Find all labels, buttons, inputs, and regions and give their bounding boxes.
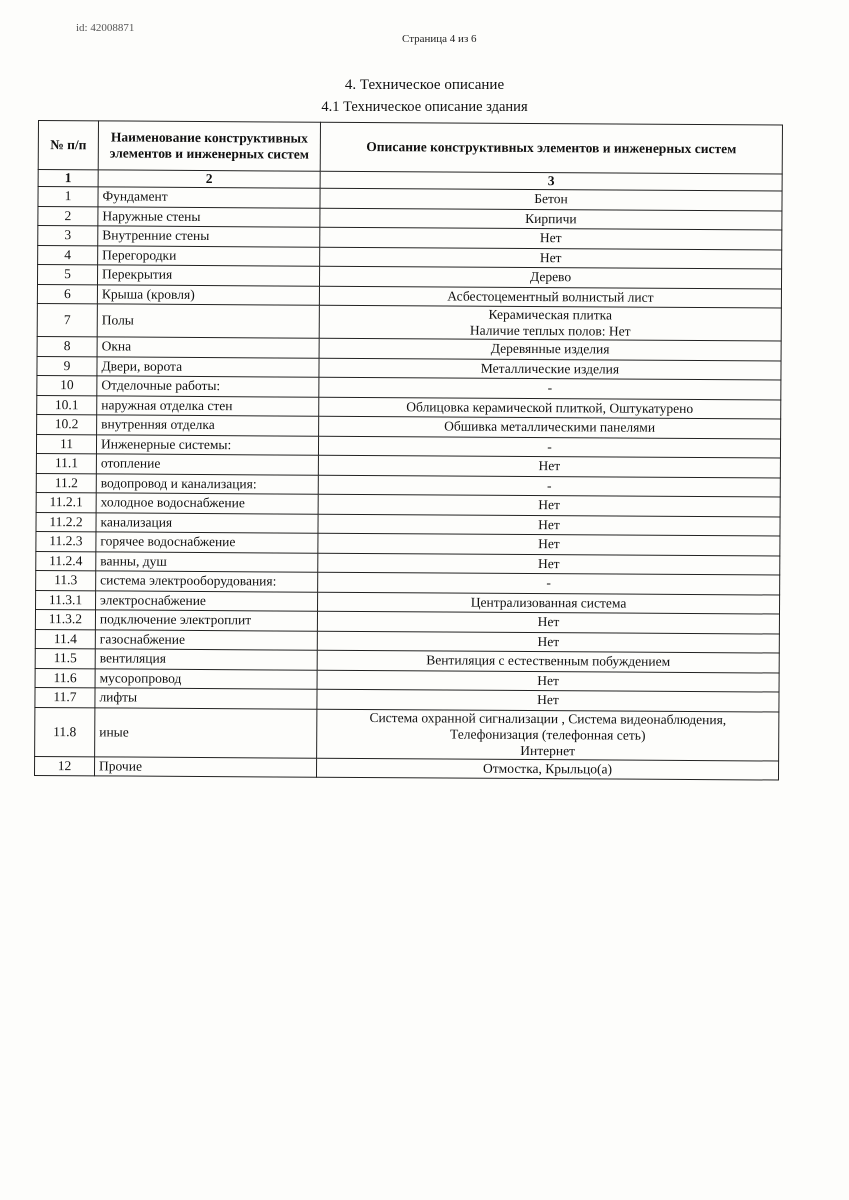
element-name: вентиляция xyxy=(95,649,317,670)
element-description: Обшивка металлическими панелями xyxy=(319,416,781,438)
row-number: 8 xyxy=(37,336,97,356)
element-name: наружная отделка стен xyxy=(97,395,319,416)
row-number: 11.2.4 xyxy=(36,551,96,571)
element-description: - xyxy=(318,572,780,594)
element-description: Система охранной сигнализации , Система видеонаблюдения, Телефонизация (телефонная сеть) Интернет xyxy=(317,709,779,761)
element-name: электроснабжение xyxy=(96,590,318,611)
column-header-description: Описание конструктивных элементов и инженерных систем xyxy=(320,122,782,174)
element-description: Нет xyxy=(318,494,780,516)
row-number: 11.5 xyxy=(35,648,95,668)
element-name: мусоропровод xyxy=(95,668,317,689)
row-number: 10.2 xyxy=(37,414,97,434)
row-number: 2 xyxy=(38,206,98,226)
table-row xyxy=(35,707,779,761)
row-number: 10 xyxy=(37,375,97,395)
element-description: Нет xyxy=(317,631,779,653)
element-name: горячее водоснабжение xyxy=(96,532,318,553)
element-name: подключение электроплит xyxy=(95,610,317,631)
element-name: Отделочные работы: xyxy=(97,376,319,397)
element-name: холодное водоснабжение xyxy=(96,493,318,514)
column-number: 1 xyxy=(38,170,98,187)
element-description: - xyxy=(318,436,780,458)
section-title: 4. Техническое описание xyxy=(344,77,505,93)
element-name: ванны, душ xyxy=(96,551,318,572)
element-name: иные xyxy=(95,707,317,757)
row-number: 7 xyxy=(37,303,97,336)
element-description: Нет xyxy=(320,247,782,269)
element-name: Окна xyxy=(97,337,319,358)
element-name: система электрооборудования: xyxy=(96,571,318,592)
row-number: 11.6 xyxy=(35,668,95,688)
element-name: внутренняя отделка xyxy=(97,415,319,436)
element-name: Двери, ворота xyxy=(97,356,319,377)
element-description: Централизованная система xyxy=(318,592,780,614)
row-number: 11.7 xyxy=(35,687,95,707)
element-description: Нет xyxy=(317,611,779,633)
column-number: 2 xyxy=(98,170,320,188)
element-name: Прочие xyxy=(94,756,316,777)
element-description: - xyxy=(318,475,780,497)
table-header-row xyxy=(38,121,782,175)
subsection-title: 4.1 Техническое описание здания xyxy=(321,99,528,115)
element-description: Деревянные изделия xyxy=(319,338,781,360)
document-id: id: 42008871 xyxy=(76,22,135,34)
element-description: Кирпичи xyxy=(320,208,782,230)
row-number: 11.2.1 xyxy=(36,492,96,512)
element-description: Нет xyxy=(317,670,779,692)
element-name: лифты xyxy=(95,688,317,709)
element-name: канализация xyxy=(96,512,318,533)
column-number: 3 xyxy=(320,171,782,191)
row-number: 12 xyxy=(34,756,94,776)
table-row xyxy=(34,756,778,780)
column-header-number: № п/п xyxy=(38,121,98,170)
element-name: Наружные стены xyxy=(98,206,320,227)
row-number: 11.3.1 xyxy=(36,590,96,610)
row-number: 11 xyxy=(36,434,96,454)
element-name: водопровод и канализация: xyxy=(96,473,318,494)
column-header-name: Наименование конструктивных элементов и инженерных систем xyxy=(98,121,320,171)
row-number: 11.2.3 xyxy=(36,531,96,551)
element-description: Вентиляция с естественным побуждением xyxy=(317,650,779,672)
element-description: Дерево xyxy=(319,266,781,288)
table-body xyxy=(34,187,782,781)
element-description: Керамическая плитка Наличие теплых полов: Нет xyxy=(319,305,781,341)
table-row xyxy=(37,303,781,341)
technical-description-table xyxy=(34,120,783,781)
element-name: Крыша (кровля) xyxy=(97,284,319,305)
page-number: Страница 4 из 6 xyxy=(402,33,477,45)
row-number: 3 xyxy=(38,226,98,246)
element-description: Бетон xyxy=(320,188,782,210)
row-number: 11.3.2 xyxy=(35,609,95,629)
row-number: 10.1 xyxy=(37,395,97,415)
element-description: Нет xyxy=(318,514,780,536)
element-name: Фундамент xyxy=(98,187,320,208)
element-name: Перекрытия xyxy=(97,265,319,286)
row-number: 6 xyxy=(37,284,97,304)
element-name: Полы xyxy=(97,304,319,338)
row-number: 11.4 xyxy=(35,629,95,649)
element-description: Нет xyxy=(320,227,782,249)
element-name: Инженерные системы: xyxy=(96,434,318,455)
row-number: 11.1 xyxy=(36,453,96,473)
element-name: Внутренние стены xyxy=(98,226,320,247)
element-description: Нет xyxy=(318,455,780,477)
row-number: 4 xyxy=(38,245,98,265)
row-number: 11.3 xyxy=(36,570,96,590)
element-name: отопление xyxy=(96,454,318,475)
element-description: Облицовка керамической плиткой, Оштукатурено xyxy=(319,397,781,419)
element-description: Металлические изделия xyxy=(319,358,781,380)
element-description: Нет xyxy=(318,553,780,575)
row-number: 1 xyxy=(38,187,98,207)
element-description: - xyxy=(319,377,781,399)
element-description: Нет xyxy=(318,533,780,555)
row-number: 11.2 xyxy=(36,473,96,493)
element-name: газоснабжение xyxy=(95,629,317,650)
row-number: 9 xyxy=(37,356,97,376)
row-number: 11.2.2 xyxy=(36,512,96,532)
element-description: Отмостка, Крыльцо(а) xyxy=(316,758,778,780)
element-description: Асбестоцементный волнистый лист xyxy=(319,286,781,308)
element-name: Перегородки xyxy=(98,245,320,266)
row-number: 11.8 xyxy=(35,707,95,756)
element-description: Нет xyxy=(317,689,779,711)
row-number: 5 xyxy=(37,265,97,285)
